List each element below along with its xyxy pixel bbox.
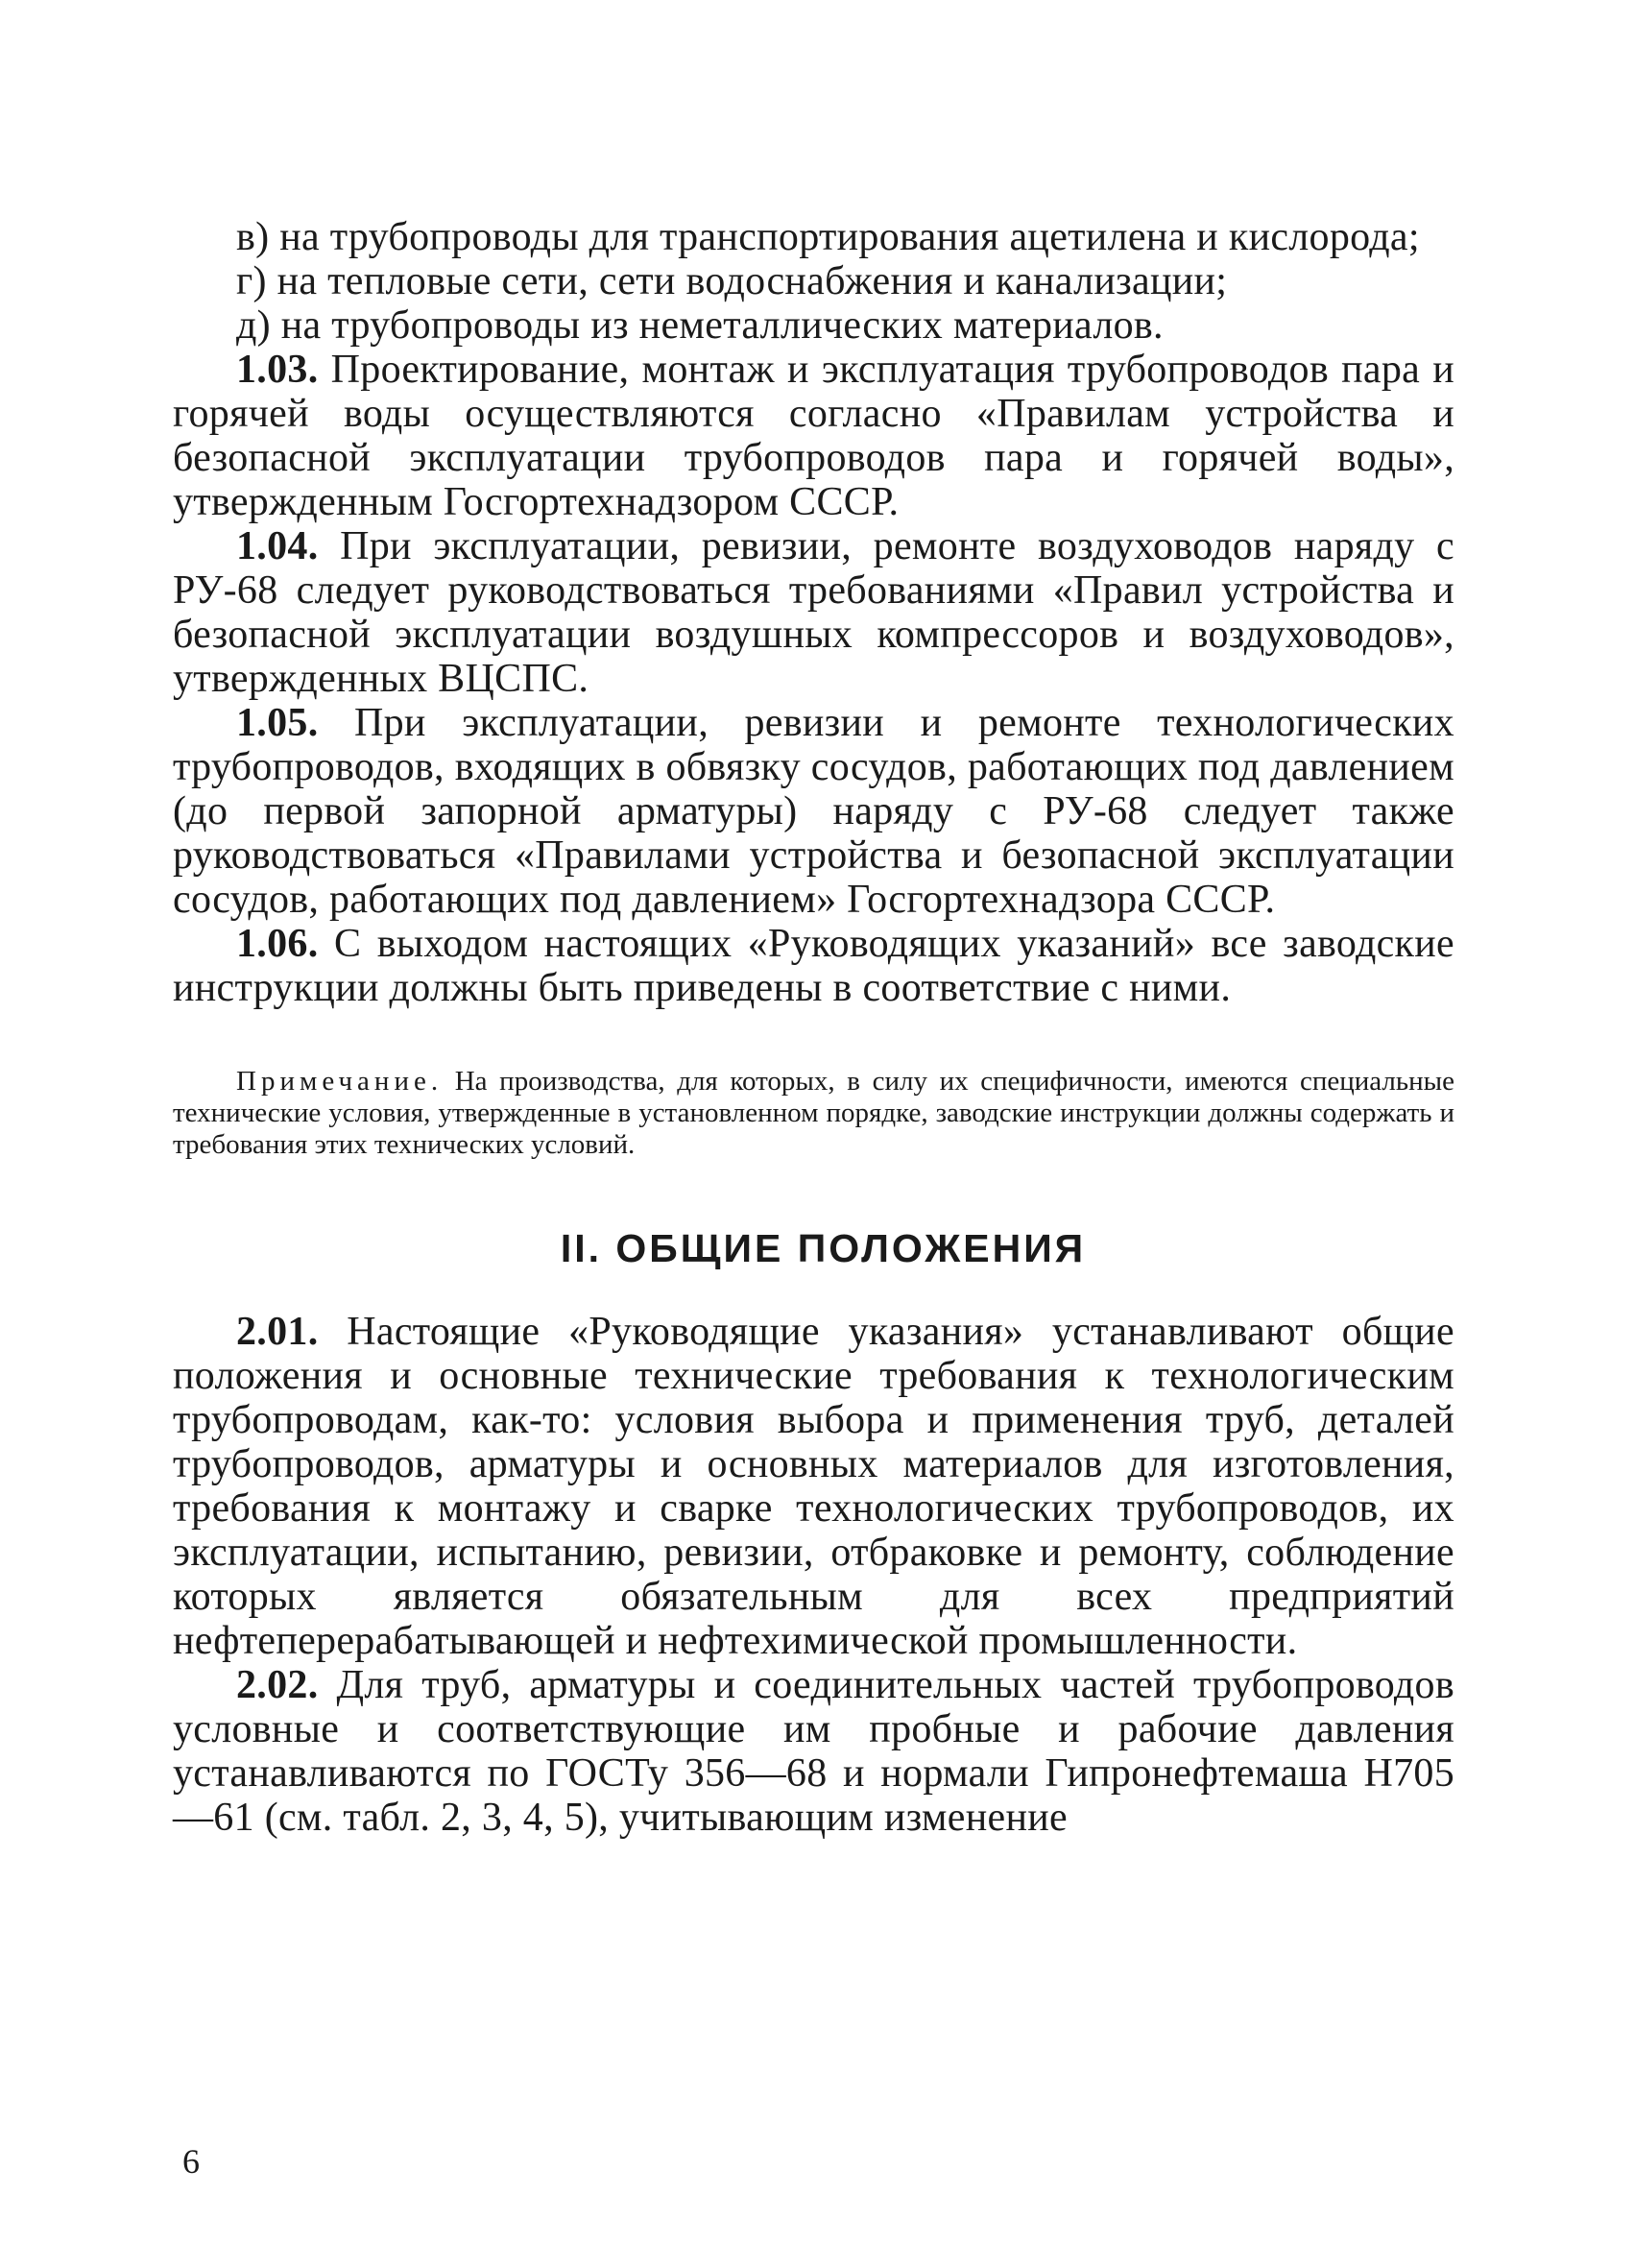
clause-1-06	[173, 922, 1454, 1010]
page-number: 6	[182, 2142, 200, 2181]
clause-number: 1.03.	[236, 348, 319, 392]
list-item-d: д) на трубопроводы из неметаллических материалов.	[236, 303, 1164, 348]
clause-text: Настоящие «Руководящие указания» устанавливают общие положения и основные технические требования к технологическим трубопроводам, как-то: условия выбора и применения труб, деталей трубопроводов, арматуры и основных материалов для изготовления, требования к монтажу и сварке технологических трубопроводов, их эксплуатации, испытанию, ревизии, отбраковке и ремонту, соблюдение которых является обязательным для всех предприятий нефтеперерабатывающей и нефтехимической промышленности.	[173, 1310, 1454, 1663]
note-label: Примечание.	[236, 1066, 444, 1097]
document-page	[173, 215, 1454, 1840]
clause-number: 1.05.	[236, 701, 319, 745]
note-text: На производства, для которых, в силу их специфичности, имеются специальные технические условия, утвержденные в установленном порядке, заводские инструкции должны содержать и требования этих технических условий.	[173, 1066, 1455, 1160]
list-item-g: г) на тепловые сети, сети водоснабжения и канализации;	[236, 259, 1228, 303]
clause-text: При эксплуатации, ревизии и ремонте технологических трубопроводов, входящих в обвязку сосудов, работающих под давлением (до первой запорной арматуры) наряду с РУ-68 следует также руководствоваться «Правилами устройства и безопасной эксплуатации сосудов, работающих под давлением» Госгортехнадзора СССР.	[173, 701, 1454, 922]
clause-2-02	[173, 1663, 1454, 1840]
clause-number: 1.04.	[236, 524, 319, 568]
clause-2-01	[173, 1310, 1454, 1663]
clause-text: Для труб, арматуры и соединительных частей трубопроводов условные и соответствующие им пробные и рабочие давления устанавливаются по ГОСТу 356—68 и нормали Гипронефтемаша Н705—61 (см. табл. 2, 3, 4, 5), учитывающим изменение	[173, 1663, 1454, 1840]
clause-number: 1.06.	[236, 922, 319, 966]
clause-1-04	[173, 524, 1454, 701]
clause-text: При эксплуатации, ревизии, ремонте воздуховодов наряду с РУ-68 следует руководствоваться требованиями «Правил устройства и безопасной эксплуатации воздушных компрессоров и воздуховодов», утвержденных ВЦСПС.	[173, 524, 1454, 701]
clause-number: 2.01.	[236, 1310, 319, 1354]
clause-text: Проектирование, монтаж и эксплуатация трубопроводов пара и горячей воды осуществляются согласно «Правилам устройства и безопасной эксплуатации трубопроводов пара и горячей воды», утвержденным Госгортехнадзором СССР.	[173, 348, 1454, 524]
clause-number: 2.02.	[236, 1663, 319, 1707]
list-item-v: в) на трубопроводы для транспортирования ацетилена и кислорода;	[236, 215, 1420, 259]
clause-1-05	[173, 701, 1454, 922]
clause-text: С выходом настоящих «Руководящих указаний» все заводские инструкции должны быть приведены в соответствие с ними.	[173, 922, 1454, 1010]
clause-1-03	[173, 348, 1454, 524]
section-title: II. ОБЩИЕ ПОЛОЖЕНИЯ	[560, 1226, 1087, 1270]
note-paragraph	[173, 1066, 1454, 1161]
